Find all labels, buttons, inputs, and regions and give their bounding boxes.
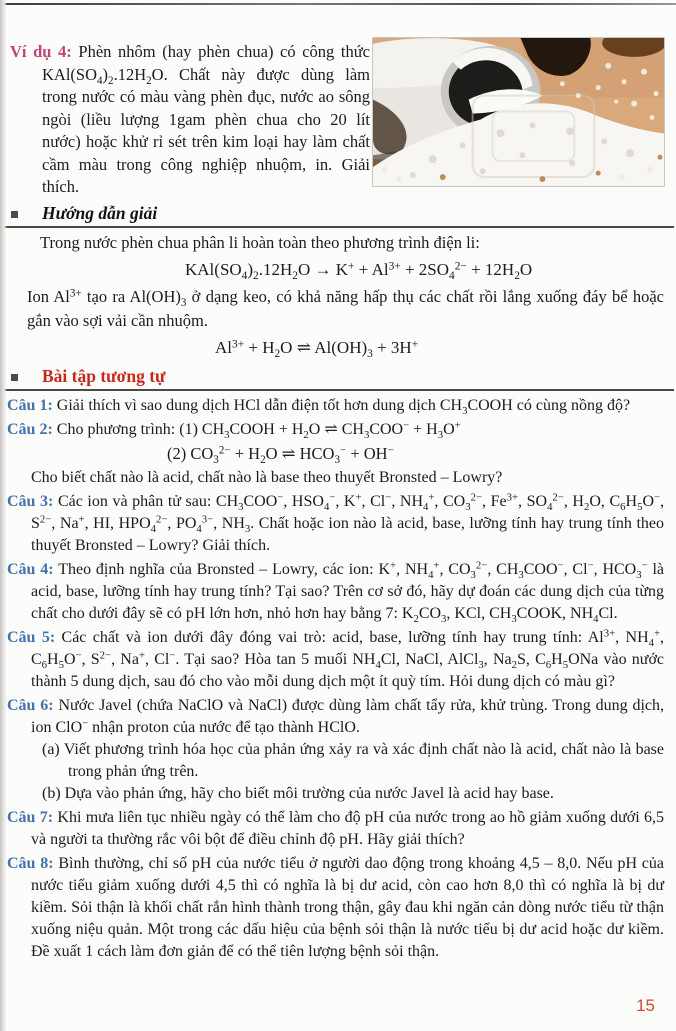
question-text: Bình thường, chỉ số pH của nước tiểu ở người dao động trong khoảng 4,5 – 8,0. Nếu pH của nước tiểu giảm xuống dưới 4,5 thì có nghĩa là bị dư acid, còn cao hơn 8,0 thì có nghĩa là bị dư kiềm. Sỏi thận là khối chất rắn hình thành trong thận, gây đau khi ngăn cản dòng nước tiểu từ thận xuống niệu quản. Một trong các dấu hiệu của bệnh sỏi thận là nước tiểu bị dư acid hoặc dư kiềm. Đề xuất 1 cách làm đơn giản để có thể tiên lượng bệnh sỏi thận. (31, 854, 664, 960)
question-paragraph (7, 395, 664, 417)
question-text: Cho phương trình: (1) $CH_3COOH + H_2O$ ⇌ $CH_3COO^- + H_3O^+$ (56, 419, 461, 441)
square-bullet-icon (11, 374, 18, 381)
question-text: Khi mưa liên tục nhiều ngày có thể làm cho độ pH của nước trong ao hồ giảm xuống dưới 6,5 và người ta thường rắc vôi bột để điều chỉnh độ pH. Hãy giải thích? (31, 808, 665, 848)
question-label: Câu 4: (7, 560, 54, 578)
page-number: 15 (636, 996, 655, 1015)
question-label: Câu 3: (7, 492, 54, 510)
question-paragraph (7, 853, 664, 963)
question-text: Các ion và phân tử sau: $CH_3COO^-$, $HSO_4^-$, K+, Cl−, $NH_4^+$, $CO_3^{2-}$, $Fe^{3+}$, $SO_4^{2-}$, $H_2O$, $C_6H_5O^-$, $S^{2-}$, Na+, HI, $HPO_4^{2-}$, $PO_4^{3-}$, $NH_3$. Chất hoặc ion nào là acid, base, lưỡng tính hay trung tính theo thuyết Bronsted – Lowry? Giải thích. (31, 491, 665, 554)
question-paragraph (7, 559, 664, 625)
solution-body: Ion $Al^{3+}$ tạo ra $Al(OH)_3$ ở dạng keo, có khả năng hấp thụ các chất rồi lắng xuống đáy bể hoặc gắn vào sợi vải cần nhuộm. (27, 286, 665, 330)
question-text: Nước Javel (chứa NaClO và NaCl) được dùng làm chất tẩy rửa, khử trùng. Trong dung dịch, ion ClO− nhận proton của nước để tạo thành HClO. (31, 696, 665, 736)
alum-photo-graphic (373, 38, 664, 186)
exercise-question (7, 627, 664, 693)
question-label: Câu 6: (7, 696, 54, 714)
question-paragraph (7, 807, 664, 851)
question-subitem: (a) Viết phương trình hóa học của phản ứng xảy ra và xác định chất nào là acid, chất nào là base trong phản ứng trên. (42, 740, 664, 780)
exercise-question (7, 559, 664, 625)
solution-heading: Hướng dẫn giải (42, 202, 158, 223)
example-section (10, 41, 370, 199)
page-left-edge (0, 0, 7, 1031)
example-label: Ví dụ 4: (10, 42, 72, 61)
question-label: Câu 2: (7, 420, 53, 438)
question-label: Câu 1: (7, 396, 53, 414)
example-text: Phèn nhôm (hay phèn chua) có công thức $KAl(SO_4)_2.12H_2O$. Chất này được dùng làm trong nước có màu vàng phèn đục, nước ao sông ngòi (liều lượng 1gam phèn chua cho 20 lít nước) hoặc khử rỉ sét trên kim loại hay làm chất cầm màu trong công nghiệp nhuộm, in. Giải thích. (42, 42, 370, 196)
question-label: Câu 8: (7, 854, 54, 872)
question-equation: (2) $CO_3^{2-} + H_2O$ ⇌ $HCO_3^- + OH^-$ (167, 443, 394, 466)
page-top-edge (0, 3, 676, 5)
solution-section (0, 203, 676, 362)
question-label: Câu 5: (7, 628, 56, 646)
exercises-section (0, 366, 676, 963)
example-paragraph (10, 41, 370, 199)
question-text: Các chất và ion dưới đây đóng vai trò: acid, base, lưỡng tính hay trung tính: $Al^{3+}$, $NH_4^+$, $C_6H_5O^-$, $S^{2-}$, Na+, Cl−. Tại sao? Hòa tan 5 muối $NH_4Cl$, NaCl, AlCl$_3$, $Na_2S$, $C_6H_5ONa$ vào nước thành 5 dung dịch, sau đó cho vào mỗi dung dịch một ít quỳ tím. Hỏi dung dịch có màu gì? (31, 627, 665, 690)
question-label: Câu 7: (7, 808, 54, 826)
exercise-question (7, 491, 664, 557)
exercise-question (7, 419, 664, 489)
question-paragraph (7, 695, 664, 739)
square-bullet-icon (11, 211, 18, 218)
question-list (7, 395, 664, 963)
question-paragraph (7, 419, 664, 441)
question-text: Giải thích vì sao dung dịch HCl dẫn điện tốt hơn dung dịch $CH_3COOH$ có cùng nồng độ? (56, 396, 631, 417)
question-subitem: (b) Dựa vào phản ứng, hãy cho biết môi trường của nước Javel là acid hay base. (42, 784, 554, 802)
dissociation-equation: $KAl(SO_4)_2.12H_2O \to K^+ + Al^{3+} + 2SO_4^{2-} + 12H_2O$ (185, 259, 533, 282)
solution-heading-row (0, 203, 676, 223)
divider-rule (0, 389, 674, 391)
question-paragraph (7, 491, 664, 557)
exercise-question (7, 807, 664, 851)
solution-intro: Trong nước phèn chua phân li hoàn toàn theo phương trình điện li: (40, 232, 480, 252)
exercise-question (7, 853, 664, 963)
question-followup: Cho biết chất nào là acid, chất nào là base theo thuyết Bronsted – Lowry? (31, 468, 503, 486)
divider-rule (0, 226, 674, 228)
question-text: Theo định nghĩa của Bronsted – Lowry, các ion: K+, $NH_4^+$, $CO_3^{2-}$, $CH_3COO^-$, Cl−, $HCO_3^-$ là acid, base, lưỡng tính hay trung tính? Tại sao? Trên cơ sở đó, hãy dự đoán các dung dịch của từng chất cho dưới đây sẽ có pH lớn hơn, nhỏ hơn hay bằng 7: $K_2CO_3$, KCl, $CH_3COOK$, $NH_4Cl$. (31, 559, 665, 625)
exercises-heading-row (0, 366, 676, 386)
exercises-heading: Bài tập tương tự (42, 365, 166, 386)
hydrolysis-equation: $Al^{3+} + H_2O$ ⇌ $Al(OH)_3 + 3H^+$ (215, 337, 419, 360)
question-paragraph (7, 627, 664, 693)
exercise-question (7, 695, 664, 805)
exercise-question (7, 395, 664, 417)
alum-photo (372, 37, 665, 187)
